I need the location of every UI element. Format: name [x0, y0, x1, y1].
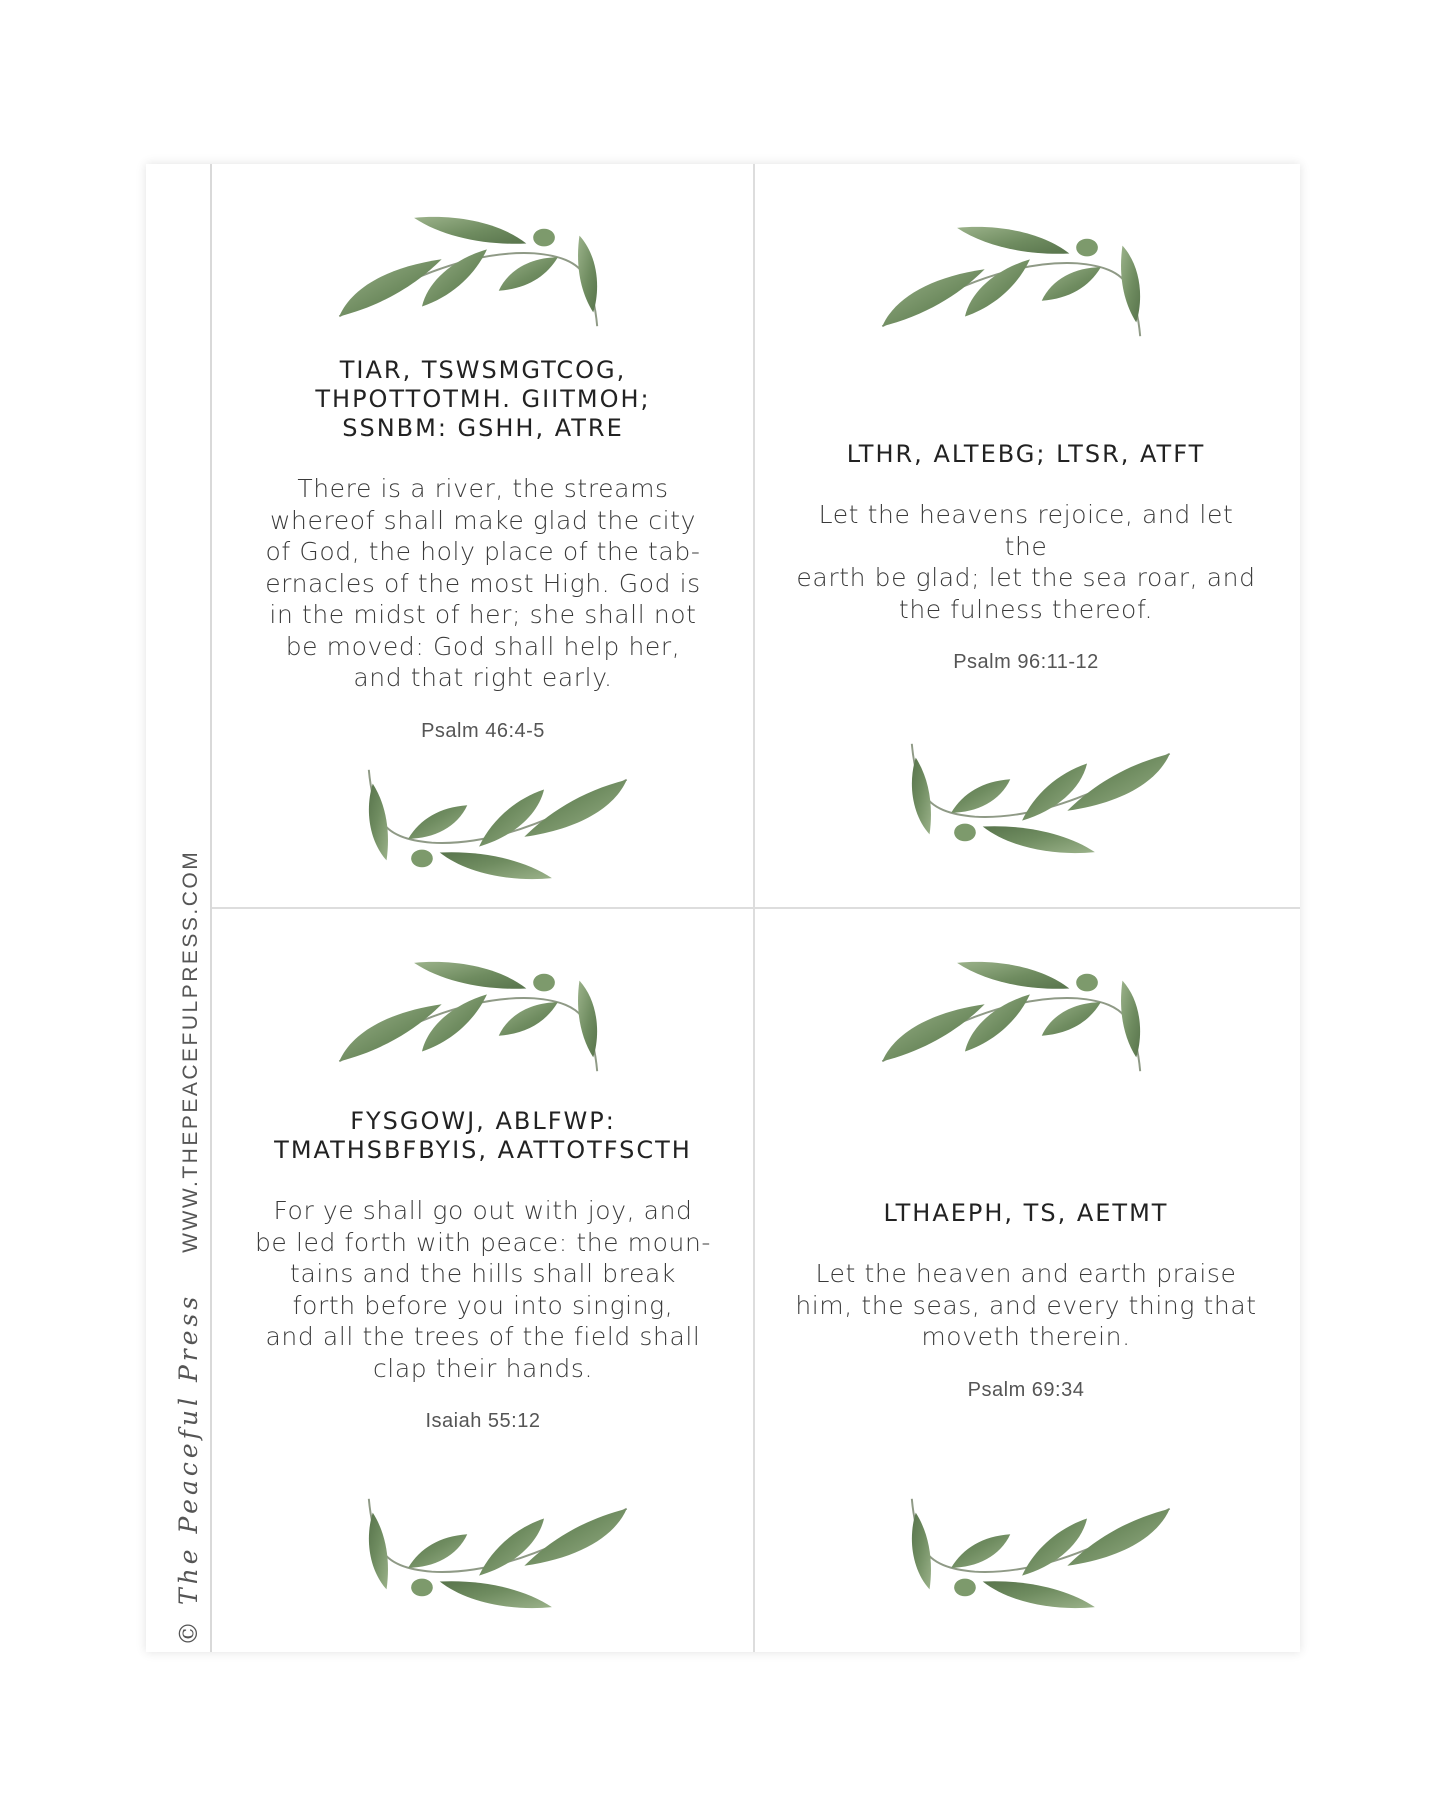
verse-reference: Psalm 46:4-5: [421, 719, 545, 742]
verse-text: For ye shall go out with joy, and be led forth with peace: the moun- tains and the hills shall break forth before you into singing, and all the trees of the field shall clap their hands.: [254, 1196, 712, 1383]
olive-branch-icon: [868, 220, 1184, 346]
verse-reference: Isaiah 55:12: [425, 1410, 541, 1432]
card-content: [795, 1199, 1257, 1402]
verse-text: Let the heaven and earth praise him, the seas, and every thing that moveth therein.: [795, 1259, 1257, 1351]
olive-branch-icon: [325, 955, 641, 1081]
copyright-brand: © The Peaceful Press: [174, 1292, 203, 1646]
verse-card-1: [212, 164, 754, 907]
verse-text: Let the heavens rejoice, and let the earth be glad; let the sea roar, and the fulness thereof.: [796, 500, 1256, 624]
sidebar-strip: [146, 164, 212, 1652]
card-content: [795, 440, 1257, 674]
card-content: [252, 356, 714, 743]
verse-card-4: [755, 909, 1297, 1652]
verse-card-3: [212, 909, 754, 1652]
olive-branch-icon: [325, 760, 641, 886]
verse-card-2: [755, 164, 1297, 907]
olive-branch-icon: [868, 955, 1184, 1081]
card-content: [252, 1107, 714, 1433]
website-url: WWW.THEPEACEFULPRESS.COM: [179, 849, 202, 1253]
printable-card-sheet: [146, 164, 1300, 1652]
memory-code: TIAR, TSWSMGTCOG, THPOTTOTMH. GIITMOH; SSNBM: GSHH, ATRE: [315, 356, 651, 442]
olive-branch-icon: [325, 1489, 641, 1615]
verse-reference: Psalm 96:11-12: [953, 651, 1099, 673]
verse-text: There is a river, the streams whereof shall make glad the city of God, the holy place of the tab- ernacles of the most High. God is in the midst of her; she shall not be moved: God shall help her, and that right early.: [265, 474, 701, 692]
olive-branch-icon: [325, 210, 641, 336]
memory-code: FYSGOWJ, ABLFWP: TMATHSBFBYIS, AATTOTFSCTH: [274, 1107, 692, 1164]
card-grid: [212, 164, 1300, 1652]
olive-branch-icon: [868, 1489, 1184, 1615]
memory-code: LTHAEPH, TS, AETMT: [883, 1199, 1169, 1227]
olive-branch-icon: [868, 734, 1184, 860]
sidebar-credits: [174, 849, 203, 1646]
memory-code: LTHR, ALTEBG; LTSR, ATFT: [846, 440, 1206, 468]
verse-reference: Psalm 69:34: [967, 1378, 1085, 1401]
